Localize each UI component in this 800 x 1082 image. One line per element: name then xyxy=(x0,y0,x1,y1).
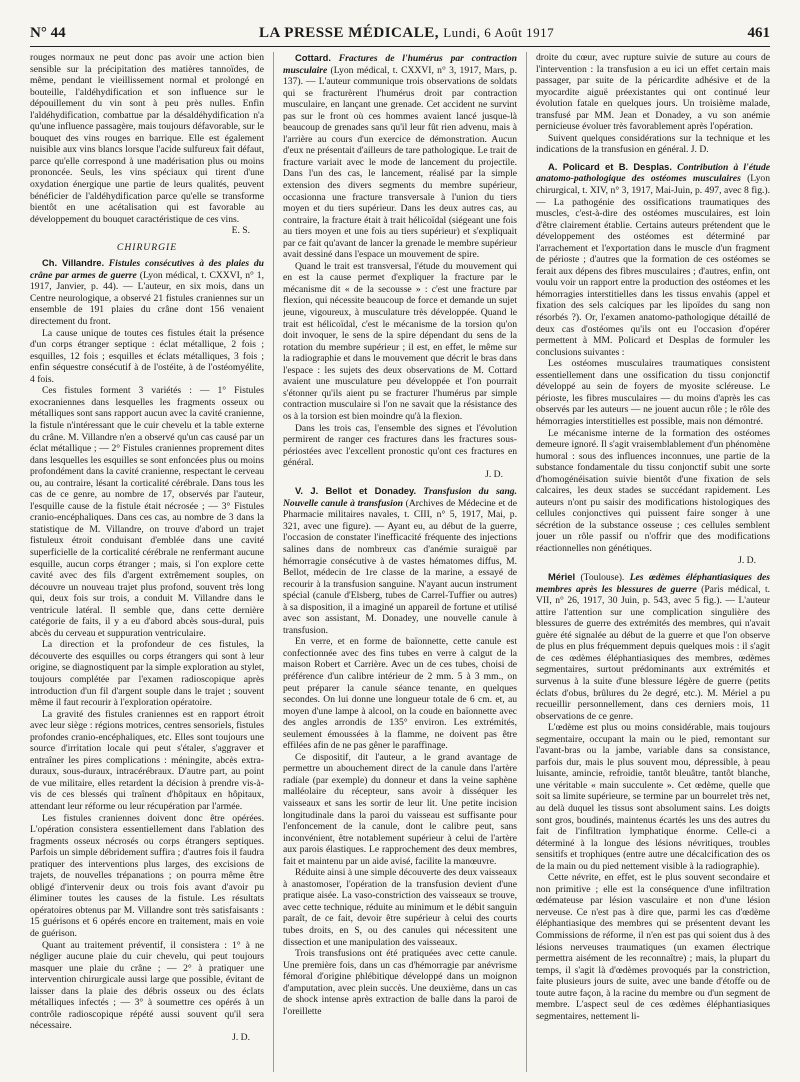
article-reference: (Paris médical, t. VII, n° 26, 1917, 30 Juin, p. 543, avec 5 fig.). — xyxy=(536,583,770,607)
page-header xyxy=(30,22,770,44)
journal-line xyxy=(259,25,554,42)
paragraph: rouges normaux ne peut donc pas avoir une action bien sensible sur la précipitation des matières tannoïdes, de même, pendant le vieillissement normal et prolongé en bouteille, l'aldéhydification et son influence sur le dépouillement du vin sont à peu près nulles. Enfin l'aldéhydification, combattue par la désaldéhydification n'a qu'une influence passagère, mais toujours défavorable, sur le bouquet des vins rouges en barrique. Elle est également nuisible aux vins blancs lorsque l'acide sulfureux fait défaut, parce qu'elle correspond à une madérisation plus ou moins prononcée. Seuls, les vins spéciaux qui tirent d'une oxydation énergique une partie de leurs qualités, peuvent bénéficier de l'aldéhydification parce qu'elle se transforme bientôt en une acétalisation qui est favorable au développement du bouquet caractéristique de ces vins. xyxy=(30,52,264,225)
article-title: Les œdèmes éléphantiasiques des membres après les blessures de guerre xyxy=(536,572,770,595)
paragraph: Dans les trois cas, l'ensemble des signes et l'évolution permirent de ranger ces fractures dans les fractures sous-périostées avec l'excellent pronostic qu'ont ces fractures en général. xyxy=(283,422,517,469)
article-header xyxy=(536,571,770,722)
issue-date: Lundi, 6 Août 1917 xyxy=(443,24,555,40)
signature: J. D. xyxy=(690,144,709,156)
signature: E. S. xyxy=(231,225,250,237)
issue-number: N° 44 xyxy=(30,24,66,41)
signature: J. D. xyxy=(738,554,756,566)
article-header xyxy=(283,52,517,261)
column-divider xyxy=(273,52,274,1072)
article-reference: (Lyon médical, t. CXXVI, n° 1, 1917, Janvier, p. 44). — xyxy=(30,269,264,293)
header-rule xyxy=(30,46,770,47)
paragraph: En verre, et en forme de baïonnette, cette canule est confectionnée avec des fins tubes en verre à calgut de la maison Robert et Carrière. Avec un de ces tubes, choisi de préférence d'un calibre intérieur de 2 mm. 5 à 3 mm., on peut préparer la canule séance tenante, en quelques secondes. On lui donne une longueur totale de 6 cm. et, au moyen d'une lampe à alcool, on la coude en baïonnette avec des angles arrondis de 135° environ. Les extrémités, seulement émoussées à la flamme, ne doivent pas être effilées afin de ne pas gêner le paraffinage. xyxy=(283,636,517,752)
paragraph: Cette névrite, en effet, est le plus souvent secondaire et non primitive ; elle est la conséquence d'une infiltration œdémateuse par lésion vasculaire et non d'une lésion nerveuse. Ce n'est pas à dire que, parmi les cas d'œdème éléphantiasique des membres qui se présentent devant les Commissions de réforme, il n'en est pas qui soient dus à des lésions nerveuses traumatiques (un examen électrique permettra aisément de les reconnaître) ; mais, la plupart du temps, il s'agit là d'œdèmes provoqués par la constriction, faite plusieurs jours de suite, avec une bande d'étoffe ou de toute autre façon, à la racine du membre ou d'un segment de membre. L'aspect seul de ces œdèmes éléphantiasiques segmentaires, nettement li- xyxy=(536,872,770,1022)
paragraph: L'auteur communique trois observations de soldats qui se fracturèrent l'humérus droit par contraction musculaire, en lançant une grenade. Cet accident ne survint pas sur le front où ces hommes avaient lancé jusque-là beaucoup de grenades sans qu'il leur fût rien advenu, mais à l'arrière au cours d'un exercice de démonstration. Aucun d'eux ne présentait d'ailleurs de tare pathologique. Le trait de fracture variait avec le mode de lancement du projectile. Dans l'un des cas, le lancement, réalisé par la simple extension des divers segments du membre supérieur, occasionna une fracture transversale à l'union du tiers moyen et du tiers supérieur. Dans les deux autres cas, au contraire, la fracture était à trait hélicoïdal (siégeant une fois au tiers moyen et une fois au tiers supérieur) et s'expliquait par ce fait qu'avant de lancer la grenade le membre supérieur avait dessiné dans l'espace un mouvement de spire. xyxy=(283,76,517,261)
paragraph: Quant au traitement préventif, il consistera : 1° à ne négliger aucune plaie du cuir chevelu, qui peut toujours masquer une plaie du crâne ; — 2° à pratiquer une intervention chirurgicale aussi large que possible, évitant de laisser dans la plaie des débris osseux ou des éclats métalliques infectés ; — 3° à soumettre ces opérés à un contrôle radioscopique répété aussi souvent qu'il sera nécessaire. xyxy=(30,939,264,1032)
article-header xyxy=(536,161,770,358)
paragraph xyxy=(536,133,770,156)
article-author: Cottard. xyxy=(295,52,331,63)
section-heading: CHIRURGIE xyxy=(116,241,178,253)
article-author-city: (Toulouse). xyxy=(580,572,625,584)
signature: J. D. xyxy=(232,1031,250,1043)
column-right xyxy=(536,52,770,1074)
paragraph: Ces fistules forment 3 variétés : — 1° Fistules exocraniennes dans lesquelles les fragments osseux ou métalliques sont sans rapport aucun avec la cavité cranienne, la fistule n'intéressant que le cuir chevelu et la table externe du crâne. M. Villandre n'en a observé qu'un cas causé par un éclat métallique ; — 2° Fistules craniennes proprement dites dans lesquelles les esquilles se sont enfoncées plus ou moins profondément dans la cavité cranienne, respectant le cerveau ou, au contraire, lésant la corticalité cérébrale. Dans tous les cas de ce genre, au nombre de 17, observés par l'auteur, l'esquille cause de la fistule était nécrosée ; — 3° Fistules cranio-encéphaliques. Dans ces cas, au nombre de 3 dans la statistique de M. Villandre, on trouve d'abord un trajet fistuleux étroit conduisant d'emblée dans une cavité superficielle de la corticalité cérébrale ne renfermant aucune esquille, aucun corps étranger ; mais, si l'on explore cette cavité avec des fils d'argent extrêmement souples, on découvre un nouveau trajet plus profond, souvent très long qui, deux fois sur trois, a conduit M. Villandre dans le ventricule latéral. Il semble que, dans cette dernière catégorie de faits, il y a eu d'abord abcès sous-dural, puis abcès du cerveau et suppuration ventriculaire. xyxy=(30,385,264,639)
paragraph: La gravité des fistules craniennes est en rapport étroit avec leur siège : régions motrices, centres sensoriels, fistules profondes cranio-encéphaliques, etc. Elles sont toujours une source d'irritation locale qui peut s'étaler, s'aggraver et entraîner les pires complications : méningite, abcès extra-duraux, sous-duraux, intracérébraux. D'autre part, au point de vue militaire, elles retardent la décision à prendre vis-à-vis de ces blessés qui traînent d'hôpitaux en hôpitaux, attendant leur réforme ou leur récupération par l'armée. xyxy=(30,708,264,812)
paragraph: Les ostéomes musculaires traumatiques consistent essentiellement dans une ossification du tissu conjonctif développé au sein de foyers de myosite scléreuse. Le périoste, les fibres musculaires — du moins d'après les cas observés par les auteurs — ne jouent aucun rôle ; le rôle des hémorragies interstitielles est possible, mais non démontré. xyxy=(536,358,770,427)
paragraph: L'auteur attire l'attention sur une complication singulière des blessures de guerre des extrémités des membres, qui n'avait guère été signalée au début de la guerre et que l'on observe de plus en plus fréquemment depuis quelques mois : il s'agit de ces œdèmes éléphantiasiques des membres, œdèmes segmentaires, surtout prédominants aux extrémités et survenus à la suite d'une blessure légère de guerre (petits éclats d'obus, brûlures du 2e degré, etc.). M. Mériel a pu recueillir personnellement, dans ces derniers mois, 11 observations de ce genre. xyxy=(536,595,770,722)
column-middle xyxy=(283,52,517,1074)
article-title: Contribution à l'étude anatomo-pathologique des ostéomes musculaires xyxy=(536,161,770,185)
page-number: 461 xyxy=(747,24,770,41)
paragraph: droite du cœur, avec rupture suivie de suture au cours de l'intervention : la transfusion a eu ici un effet certain mais passager, par suite de la péricardite adhésive et de la myocardite aiguë préexistantes qui ont continué leur évolution fatale en quelques jours. Un troisième malade, transfusé par MM. Jean et Donadey, a vu son anémie pernicieuse évoluer très favorablement après l'opération. xyxy=(536,52,770,133)
article-header xyxy=(30,257,264,327)
paragraph: La direction et la profondeur de ces fistules, la découverte des esquilles ou corps étrangers qui sont à leur origine, se diagnostiquent par la simple exploration au stylet, toujours complétée par l'examen radioscopique après introduction d'un fil d'argent souple dans le trajet ; souvent même il faut recourir à l'exploration opératoire. xyxy=(30,639,264,709)
paragraph: Quand le trait est transversal, l'étude du mouvement qui en est la cause permet d'expliquer la fracture par le mécanisme dit « de la secousse » : c'est une fracture par flexion, qui nécessite beaucoup de force et demande un sujet jeune, vigoureux, à musculature très développée. Quand le trait est hélicoïdal, c'est le mécanisme de la torsion qu'on doit invoquer, le sens de la spire dépendant du sens de la rotation du membre supérieur ; il est, en effet, le même sur la radiographie et dans le mouvement que décrit le bras dans l'espace : les sujets des deux observations de M. Cottard avaient une musculature peu développée et l'on pourrait s'étonner qu'ils aient pu se fracturer l'humérus par simple contraction musculaire si l'on ne savait que la résistance des os à la torsion est bien moindre qu'à la flexion. xyxy=(283,260,517,422)
paragraph: L'œdème est plus ou moins considérable, mais toujours segmentaire, occupant la main ou le pied, remontant sur l'avant-bras ou la jambe, variable dans sa consistance, parfois dur, mais le plus souvent mou, dépressible, à peau luisante, amincie, refroidie, tantôt bleuâtre, tantôt blanche, une véritable « main succulente ». Cet œdème, quelle que soit sa limite supérieure, se termine par un bourrelet très net, au delà duquel les tissus sont absolument sains. Les doigts sont gros, boudinés, maintenus écartés les uns des autres du fait de l'infiltration lymphatique énorme. Celle-ci a déterminé à la longue des lésions névritiques, troubles sensitifs et trophiques (entre autre une décalcification des os de la main ou du pied nettement visible à la radiographie). xyxy=(536,722,770,872)
article-author: A. Policard et B. Desplas. xyxy=(548,160,672,172)
paragraph-text: Suivent quelques considérations sur la technique et les indications de la transfusion en général. xyxy=(536,132,770,156)
paragraph: La pathogénie des ossifications traumatiques des muscles, c'est-à-dire des ostéomes musculaires, est loin d'être clairement établie. Certains auteurs prétendent que le développement des ostéomes est déterminé par l'arrachement et l'exportation dans le muscle d'un fragment de périoste ; d'autres que la formation de ces ostéomes se ferait aux dépens des fibres musculaires ; d'autres, enfin, ont voulu voir un rapport entre la production des ostéomes et les hémorragies interstitielles dans les tissus envahis (appel et fixation des sels calciques par les lipoïdes du sang non résorbés ?). Or, l'examen anatomo-pathologique détaillé de deux cas d'ostéomes qu'ils ont eu l'occasion d'opérer permettent à MM. Policard et Desplas de formuler les conclusions suivantes : xyxy=(536,196,770,358)
article-reference: (Archives de Médecine et de Pharmacie militaires navales, t. CIII, n° 5, 1917, Mai, p. 321, avec une figure). — xyxy=(283,497,517,532)
article-author: Ch. Villandre. xyxy=(42,257,105,269)
signature: J. D. xyxy=(485,468,503,480)
article-header xyxy=(283,485,517,636)
paragraph: Les fistules craniennes doivent donc être opérées. L'opération consistera essentiellement dans l'ablation des fragments osseux nécrosés ou corps étrangers septiques. Parfois un simple débridement suffira ; d'autres fois il faudra pratiquer des interventions plus larges, des excisions de trajets, de nouvelles trépanations ; on pourra même être obligé d'intervenir deux ou trois fois avant d'avoir pu éliminer toutes les causes de la fistule. Les résultats opératoires obtenus par M. Villandre sont très satisfaisants : 15 guérisons et 6 opérés encore en traitement, mais en voie de guérison. xyxy=(30,812,264,940)
paragraph: Trois transfusions ont été pratiquées avec cette canule. Une première fois, dans un cas d'hémorragie par anévrisme fémoral d'origine phlébitique développé dans un moignon d'amputation, avec plein succès. Une deuxième, dans un cas de shock intense après extraction de balle dans la paroi de l'oreillette xyxy=(283,948,517,1017)
article-reference: (Lyon chirurgical, t. XIV, n° 3, 1917, Mai-Juin, p. 497, avec 8 fig.). — xyxy=(536,173,770,208)
article-title: Fractures de l'humérus par contraction musculaire xyxy=(283,53,517,76)
paragraph: Réduite ainsi à une simple découverte des deux vaisseaux à anastomoser, l'opération de la transfusion devient d'une pratique aisée. La vaso-constriction des vaisseaux se trouve, avec cette technique, réduite au minimum et le débit sanguin paraît, de ce fait, devoir être supérieur à celui des courts tubes droits, en S, ou des canules qui nécessitent une dissection et une manipulation des vaisseaux. xyxy=(283,867,517,948)
paragraph: Ayant eu, au début de la guerre, l'occasion de constater l'inefficacité fréquente des injections salines dans de nombreux cas d'anémie suraiguë par hémorragie consécutive à de vastes hématomes diffus, M. Bellot, médecin de 1re classe de la marine, a essayé de recourir à la transfusion sanguine. N'ayant aucun instrument spécial (canule d'Elsberg, tubes de Carrel-Tuffier ou autres) à sa disposition, il a imaginé un appareil de fortune et utilisé avec son assistant, M. Donadey, une nouvelle canule à transfusion. xyxy=(283,520,517,636)
column-left xyxy=(30,52,264,1074)
column-divider xyxy=(526,52,527,1072)
paragraph: L'auteur, en six mois, dans un Centre neurologique, a observé 21 fistules craniennes sur un ensemble de 191 plaies du crâne dont 156 venaient directement du front. xyxy=(30,281,264,328)
paragraph: Ce dispositif, dit l'auteur, a le grand avantage de permettre un abouchement direct de la canule dans l'artère radiale (par exemple) du donneur et dans la veine saphène malléolaire du récepteur, sans avoir à disséquer les vaisseaux et sans les sortir de leur lit. Une petite incision longitudinale dans la paroi du vaisseau est suffisante pour l'enfoncement de la canule, dont le calibre peut, sans inconvénient, être notablement supérieur à celui de l'artère aux parois élastiques. Le rapprochement des deux membres, fait et maintenu par un aide avisé, facilite la manœuvre. xyxy=(283,751,517,867)
article-reference: (Lyon médical, t. CXXVI, n° 3, 1917, Mars, p. 137). — xyxy=(283,64,517,88)
article-title: Transfusion du sang. Nouvelle canule à transfusion xyxy=(283,486,517,509)
paragraph: Le mécanisme interne de la formation des ostéomes demeure ignoré. Il s'agit vraisemblablement d'un phénomène humoral : sous des influences inconnues, une partie de la substance fondamentale du tissu conjonctif subit une sorte d'homogénéisation suivie bientôt d'une fixation de sels calcaires, les deux stades se succédant rapidement. Les auteurs n'ont pu saisir des modifications histologiques des cellules conjonctives qui puissent faire songer à une sécrétion de la substance osseuse ; ces cellules semblent jouer un rôle passif ou n'offrir que des modifications réactionnelles non génétiques. xyxy=(536,427,770,554)
article-title: Fistules consécutives à des plaies du crâne par armes de guerre xyxy=(30,258,264,281)
journal-title: LA PRESSE MÉDICALE, xyxy=(259,24,439,41)
article-author: V. J. Bellot et Donadey. xyxy=(295,485,417,497)
article-author: Mériel xyxy=(548,571,576,583)
paragraph: La cause unique de toutes ces fistules était la présence d'un corps étranger septique : éclat métallique, 2 fois ; esquilles, 12 fois ; esquilles et éclats métalliques, 3 fois ; enfin séquestre consécutif à de l'ostéite, à de l'ostéomyélite, 4 fois. xyxy=(30,327,264,385)
